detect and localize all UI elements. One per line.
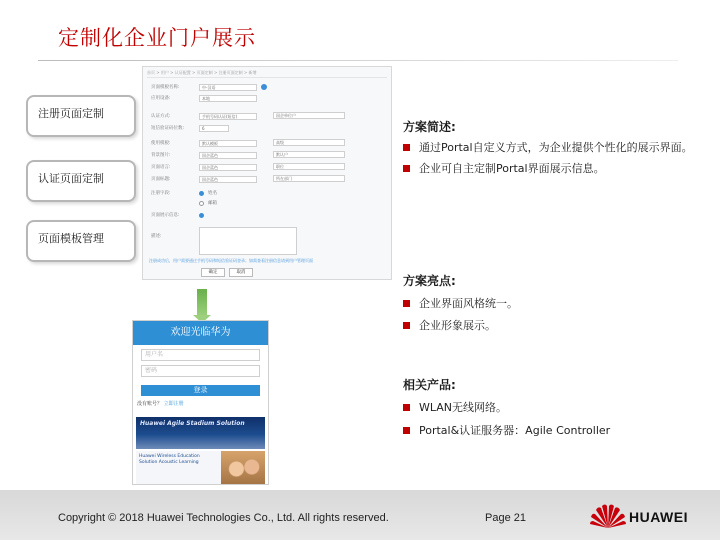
portal-login-screenshot bbox=[132, 320, 269, 485]
side-value-input[interactable]: 默认户 bbox=[273, 151, 345, 158]
username-input[interactable]: 用户名 bbox=[141, 349, 260, 361]
summary-point-text: 企业可自主定制Portal界面展示信息。 bbox=[419, 162, 605, 175]
field-label: 描述: bbox=[151, 234, 162, 239]
field-label: 页面语言: bbox=[151, 165, 171, 170]
help-icon[interactable] bbox=[261, 84, 267, 90]
cancel-button[interactable]: 取消 bbox=[229, 268, 253, 277]
title-divider bbox=[38, 60, 678, 61]
side-box-template bbox=[26, 220, 136, 262]
form-row bbox=[151, 175, 385, 183]
auth-method-select[interactable]: 手机号码认证(短信) bbox=[199, 113, 257, 120]
language-select[interactable]: 国企蓝色 bbox=[199, 164, 257, 171]
products-heading: 相关产品: bbox=[403, 378, 456, 392]
copyright-text: Copyright © 2018 Huawei Technologies Co., Ltd. All rights reserved. bbox=[58, 512, 389, 524]
form-row bbox=[151, 94, 385, 102]
page-title-select[interactable]: 国企蓝色 bbox=[199, 176, 257, 183]
bullet-icon bbox=[403, 144, 410, 151]
register-line bbox=[137, 400, 264, 407]
bullet-icon bbox=[403, 404, 410, 411]
summary-heading: 方案简述: bbox=[403, 120, 456, 134]
summary-point-text: 通过Portal自定义方式，为企业提供个性化的展示界面。 bbox=[419, 141, 693, 154]
form-row bbox=[151, 112, 385, 120]
breadcrumb: 首页 > 用户 > 认证配置 > 页面定制 > 注册页面定制 > 新增 bbox=[147, 70, 387, 78]
field-checkbox[interactable] bbox=[199, 201, 204, 206]
highlight-point bbox=[403, 317, 496, 333]
description-textarea[interactable] bbox=[199, 227, 297, 255]
side-value-input[interactable]: 职位 bbox=[273, 163, 345, 170]
form-row bbox=[151, 139, 385, 147]
highlights-heading: 方案亮点: bbox=[403, 274, 456, 288]
template-select[interactable]: 默认模板 bbox=[199, 140, 257, 147]
ok-button[interactable]: 确定 bbox=[201, 268, 225, 277]
form-row bbox=[151, 124, 385, 132]
product-point bbox=[403, 422, 610, 438]
side-box-label: 认证页面定制 bbox=[38, 172, 104, 185]
field-label: 短信验证码位数: bbox=[151, 126, 185, 131]
form-row bbox=[151, 199, 385, 207]
field-checkbox[interactable] bbox=[199, 191, 204, 196]
product-point bbox=[403, 399, 507, 415]
side-box-register bbox=[26, 95, 136, 137]
template-name-input[interactable]: 中-汉语 bbox=[199, 84, 257, 91]
highlight-point-text: 企业形象展示。 bbox=[419, 319, 496, 332]
field-label: 背景图片: bbox=[151, 153, 171, 158]
side-box-label: 页面模板管理 bbox=[38, 232, 104, 245]
bullet-icon bbox=[403, 322, 410, 329]
background-select[interactable]: 国企蓝色 bbox=[199, 152, 257, 159]
field-label: 页面标题: bbox=[151, 177, 171, 182]
register-link[interactable]: 立即注册 bbox=[163, 401, 184, 407]
field-label: 使用模板: bbox=[151, 141, 171, 146]
field-label: 认证方式: bbox=[151, 114, 171, 119]
slide-title: 定制化企业门户展示 bbox=[58, 26, 256, 50]
brand-wordmark: HUAWEI bbox=[629, 509, 688, 525]
side-value-input[interactable]: 所在部门 bbox=[273, 175, 345, 182]
education-banner-text: Huawei Wireless Education Solution Acoustic Learning bbox=[139, 454, 200, 465]
summary-point bbox=[403, 139, 693, 155]
side-box-auth bbox=[26, 160, 136, 202]
product-point-text: WLAN无线网络。 bbox=[419, 401, 508, 414]
field-label: 页面展示信息: bbox=[151, 213, 180, 218]
form-tip: 注册成功后，用户需要通过手机号码和短信验证码登录；如需查看注册信息请到用户管理页面 bbox=[149, 258, 313, 263]
field-option-label: 姓名 bbox=[208, 191, 217, 196]
field-option-label: 邮箱 bbox=[208, 201, 217, 206]
side-value-input[interactable]: 高级 bbox=[273, 139, 345, 146]
field-label: 应用设备: bbox=[151, 96, 171, 101]
device-select[interactable]: 本地 bbox=[199, 95, 257, 102]
form-row bbox=[151, 163, 385, 171]
field-label: 页面模板名称: bbox=[151, 85, 180, 90]
page-number: Page 21 bbox=[485, 512, 526, 524]
bullet-icon bbox=[403, 165, 410, 172]
bullet-icon bbox=[403, 300, 410, 307]
education-banner[interactable] bbox=[136, 451, 265, 485]
down-arrow-icon bbox=[197, 289, 207, 317]
huawei-logo-icon bbox=[588, 500, 628, 530]
stadium-banner[interactable]: Huawei Agile Stadium Solution bbox=[136, 417, 265, 449]
form-row bbox=[151, 189, 385, 197]
summary-point bbox=[403, 160, 605, 176]
highlight-point bbox=[403, 295, 518, 311]
display-option-radio[interactable] bbox=[199, 213, 204, 218]
password-input[interactable]: 密码 bbox=[141, 365, 260, 377]
side-box-label: 注册页面定制 bbox=[38, 107, 104, 120]
form-row bbox=[151, 83, 385, 91]
sms-digits-input[interactable]: 6 bbox=[199, 125, 229, 132]
form-row bbox=[151, 211, 385, 219]
field-label: 注册字段: bbox=[151, 191, 171, 196]
students-photo bbox=[221, 451, 265, 485]
portal-header: 欢迎光临华为 bbox=[133, 321, 268, 345]
side-value-input[interactable]: 国企单位户 bbox=[273, 112, 345, 119]
highlight-point-text: 企业界面风格统一。 bbox=[419, 297, 518, 310]
form-row bbox=[151, 151, 385, 159]
product-point-text: Portal&认证服务器：Agile Controller bbox=[419, 424, 611, 437]
admin-form-screenshot bbox=[142, 66, 392, 280]
bullet-icon bbox=[403, 427, 410, 434]
register-prefix: 没有账号？ bbox=[137, 401, 163, 407]
login-button[interactable]: 登录 bbox=[141, 385, 260, 396]
